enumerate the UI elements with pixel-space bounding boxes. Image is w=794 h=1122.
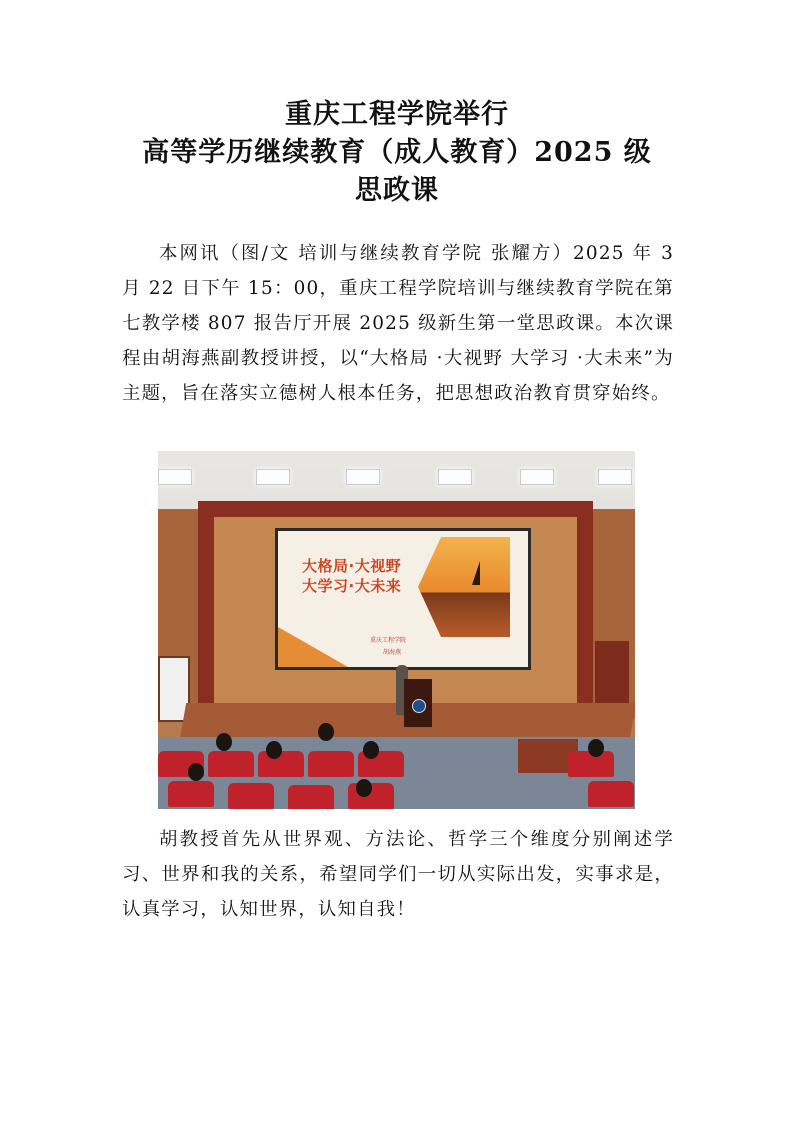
- slide-org: 重庆工程学院: [370, 637, 407, 644]
- audience-seat: [168, 781, 214, 807]
- audience-seat: [228, 783, 274, 809]
- ceiling-light: [598, 469, 632, 485]
- audience-head: [363, 741, 379, 759]
- podium-logo: [412, 699, 426, 713]
- ceiling-light: [520, 469, 554, 485]
- slide-lecturer: 胡海燕: [383, 649, 402, 656]
- sunset-image: [418, 537, 510, 637]
- ceiling-light: [158, 469, 192, 485]
- audience-head: [216, 733, 232, 751]
- slide-title-2: 大学习·大未来: [302, 577, 402, 595]
- slide-decoration: [278, 627, 348, 667]
- sailboat-icon: [472, 561, 480, 585]
- audience-head: [188, 763, 204, 781]
- audience-seat: [288, 785, 334, 809]
- audience-head: [356, 779, 372, 797]
- title-line-2: 高等学历继续教育（成人教育）2025 级: [142, 137, 652, 168]
- article-title: [0, 96, 794, 210]
- audience-seat: [258, 751, 304, 777]
- body-paragraph-1: 本网讯（图/文 培训与继续教育学院 张耀方）2025 年 3 月 22 日下午 15：00，重庆工程学院培训与继续教育学院在第七教学楼 807 报告厅开展 2025 级新生第一堂思政课。本次课程由胡海燕副教授讲授，以“大格局 ·大视野 大学习 ·大未来”为主题，旨在落实立德树人根本任务，把思想政治教育贯穿始终。: [122, 243, 674, 404]
- audience-head: [266, 741, 282, 759]
- ceiling-light: [346, 469, 380, 485]
- audience-head: [318, 723, 334, 741]
- ceiling-light: [438, 469, 472, 485]
- title-line-3: 思政课: [355, 175, 439, 206]
- body-paragraph-2: 胡教授首先从世界观、方法论、哲学三个维度分别阐述学习、世界和我的关系，希望同学们一切从实际出发，实事求是，认真学习，认知世界，认知自我！: [122, 829, 674, 920]
- title-line-1: 重庆工程学院举行: [285, 99, 509, 130]
- ceiling-light: [256, 469, 290, 485]
- slide-title-1: 大格局·大视野: [302, 557, 402, 575]
- audience-seat: [308, 751, 354, 777]
- audience-seat: [208, 751, 254, 777]
- audience-seat: [588, 781, 634, 807]
- lecture-photo: [158, 451, 635, 809]
- projection-screen: [275, 528, 531, 670]
- audience-head: [588, 739, 604, 757]
